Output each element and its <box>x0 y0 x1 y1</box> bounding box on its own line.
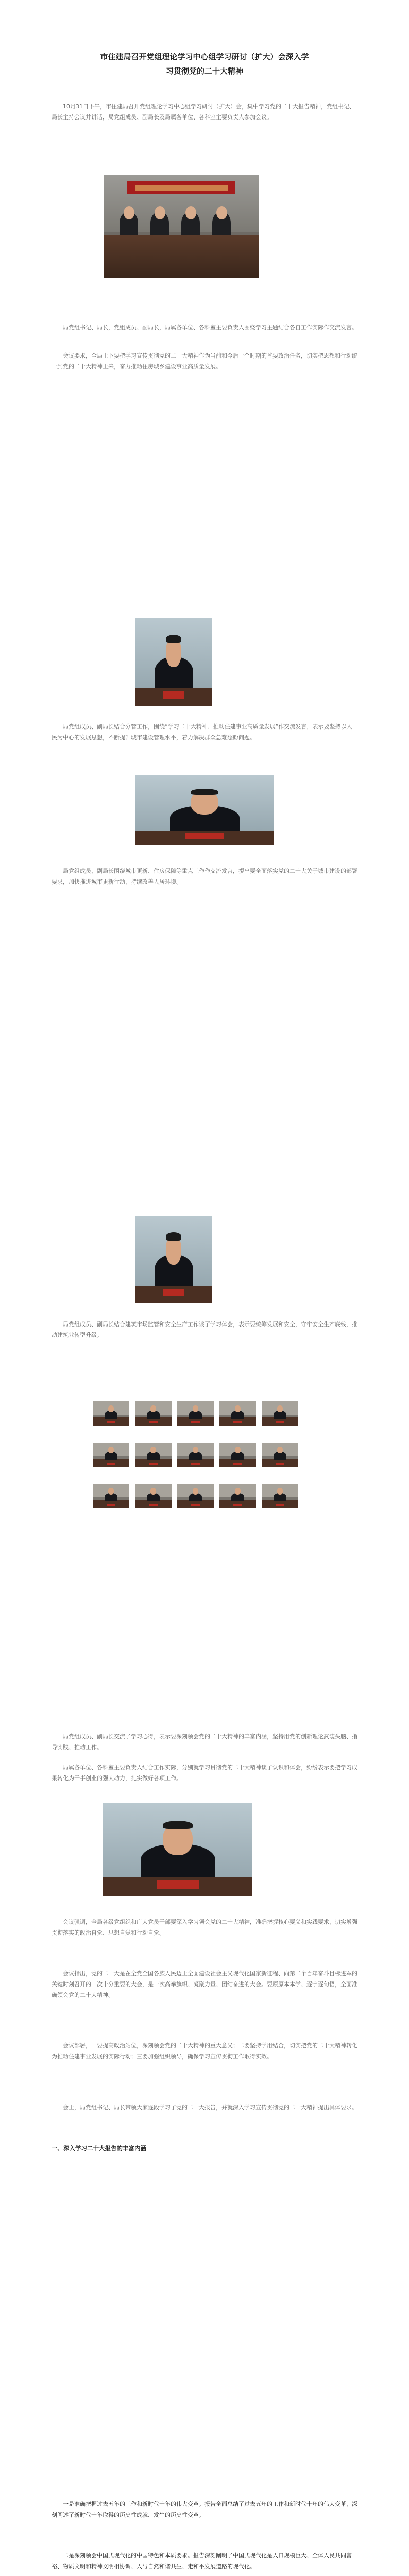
grid-photo <box>219 1443 256 1467</box>
grid-photo <box>177 1443 214 1467</box>
part2-paragraph-1: 一是准确把握过去五年的工作和新时代十年的伟大变革。报告全面总结了过去五年的工作和新时代十年的伟大变革，深刻阐述了新时代十年取得的历史性成就、发生的历史性变革。 <box>52 2501 357 2518</box>
grid-photo <box>262 1484 298 1508</box>
title-line-1: 市住建局召开党组理论学习中心组学习研讨（扩大）会深入学 <box>100 52 309 61</box>
section-paragraph-8: 会议强调，全局各级党组织和广大党员干部要深入学习领会党的二十大精神，准确把握核心要义和实践要求，切实增强贯彻落实的政治自觉、思想自觉和行动自觉。 <box>52 1919 357 1936</box>
grid-photo <box>177 1401 214 1426</box>
grid-photo <box>135 1443 172 1467</box>
title-line-2: 习贯彻党的二十大精神 <box>165 66 243 76</box>
meeting-photo-1 <box>104 175 259 278</box>
section-paragraph-5: 局党组成员、副局长结合建筑市场监管和安全生产工作谈了学习体会，表示要统筹发展和安全，守牢安全生产底线，推动建筑业转型升级。 <box>52 1321 357 1338</box>
grid-photo <box>219 1401 256 1426</box>
speaker-photo-2 <box>135 775 274 845</box>
section-paragraph-1: 局党组书记、局长，党组成员、副局长，局属各单位、各科室主要负责人围绕学习主题结合各自工作实际作交流发言。 <box>63 324 357 331</box>
grid-photo <box>93 1443 129 1467</box>
section-paragraph-11: 会上，局党组书记、局长带领大家逐段学习了党的二十大报告，并就深入学习宣传贯彻党的二十大精神提出具体要求。 <box>63 2104 357 2111</box>
grid-photo <box>135 1401 172 1426</box>
speaker-photo-4 <box>103 1803 252 1896</box>
grid-photo <box>177 1484 214 1508</box>
grid-photo <box>93 1484 129 1508</box>
grid-photo <box>262 1401 298 1426</box>
speaker-photo-3 <box>135 1216 212 1303</box>
part2-paragraph-2: 二是深刻领会中国式现代化的中国特色和本质要求。报告深刻阐明了中国式现代化是人口规模巨大、全体人民共同富裕、物质文明和精神文明相协调、人与自然和谐共生、走和平发展道路的现代化。 <box>52 2552 352 2570</box>
section-paragraph-9: 会议指出，党的二十大是在全党全国各族人民迈上全面建设社会主义现代化国家新征程、向第二个百年奋斗目标进军的关键时刻召开的一次十分重要的大会，是一次高举旗帜、凝聚力量、团结奋进的大会。要原原本本学、逐字逐句悟，全面准确领会党的二十大精神。 <box>52 1970 357 1998</box>
section-paragraph-3: 局党组成员、副局长结合分管工作，围绕“学习二十大精神、推动住建事业高质量发展”作交流发言，表示要坚持以人民为中心的发展思想，不断提升城市建设管理水平，着力解决群众急难愁盼问题。 <box>52 723 352 741</box>
speaker-photo-1 <box>135 618 212 706</box>
intro-paragraph: 10月31日下午，市住建局召开党组理论学习中心组学习研讨（扩大）会，集中学习党的二十大报告精神，党组书记、局长主持会议并讲话，局党组成员、副局长及局属各单位、各科室主要负责人参加会议。 <box>52 103 355 121</box>
section-paragraph-2: 会议要求，全局上下要把学习宣传贯彻党的二十大精神作为当前和今后一个时期的首要政治任务，切实把思想和行动统一到党的二十大精神上来，奋力推动住房城乡建设事业高质量发展。 <box>52 352 357 370</box>
grid-photo <box>93 1401 129 1426</box>
grid-photo <box>135 1484 172 1508</box>
section-paragraph-4: 局党组成员、副局长围绕城市更新、住房保障等重点工作作交流发言，提出要全面落实党的二十大关于城市建设的部署要求，加快推进城市更新行动，持续改善人居环境。 <box>52 868 357 885</box>
article-title <box>52 49 357 78</box>
grid-photo <box>219 1484 256 1508</box>
section-paragraph-6: 局党组成员、副局长交流了学习心得，表示要深刻领会党的二十大精神的丰富内涵，坚持用党的创新理论武装头脑、指导实践、推动工作。 <box>52 1733 357 1751</box>
section-paragraph-7: 局属各单位、各科室主要负责人结合工作实际，分别就学习贯彻党的二十大精神谈了认识和体会，纷纷表示要把学习成果转化为干事创业的强大动力，扎实做好各项工作。 <box>52 1764 357 1782</box>
section-paragraph-10: 会议部署，一要提高政治站位，深刻领会党的二十大精神的重大意义；二要坚持学用结合，切实把党的二十大精神转化为推动住建事业发展的实际行动；三要加强组织领导，确保学习宣传贯彻工作取得实效。 <box>52 2042 357 2060</box>
heading-1: 一、深入学习二十大报告的丰富内涵 <box>52 2145 146 2152</box>
grid-photo <box>262 1443 298 1467</box>
